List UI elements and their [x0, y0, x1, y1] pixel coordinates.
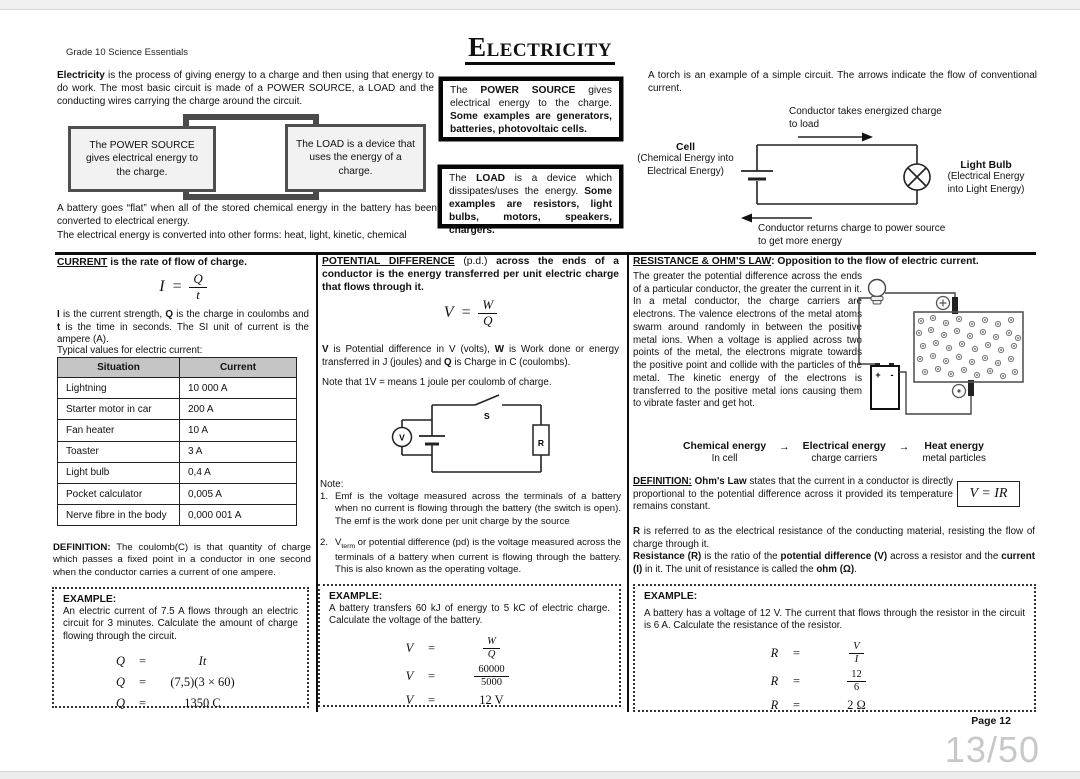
example-text: A battery transfers 60 kJ of energy to 5 kC of electric charge. Calculate the voltage of the battery. [329, 603, 610, 627]
negative-terminal-icon [953, 385, 966, 398]
page-number: Page 12 [971, 715, 1011, 727]
load-box-text: The LOAD is a device that uses the energy of a charge. [296, 139, 415, 177]
page-title: Electricity [465, 33, 615, 65]
conductor-bottom-label: Conductor returns charge to power source to get more energy [758, 223, 946, 247]
pd-note: Note that 1V = means 1 joule per coulomb of charge. [322, 377, 552, 388]
electrons-group [916, 315, 1020, 378]
example-working: R = $\frac{V}{I}$ R = $\frac{12}{6}$ R = 2 Ω [770, 640, 866, 712]
resistance-body: The greater the potential difference across the ends of a particular conductor, the greater the current in it. In a metal conductor, the charge carriers are electrons. The valence electrons of the metal atoms swarm around randomly in between the positive metal ions. When a voltage is applied across two points of the metal, the electrons migrate towards the positive point and collide with the particles of the metal. The kinetic energy of the electrons is transferred to the positive metal ions causing them to vibrate faster and get hot. [633, 271, 862, 410]
example-working: Q = It Q = (7,5)(3 × 60) Q = 1350 C [115, 654, 235, 711]
example-label: EXAMPLE: [644, 591, 698, 602]
energy-conversion-paragraph: The electrical energy is converted into other forms: heat, light, kinetic, chemical [57, 230, 407, 241]
table-row: Lightning 10 000 A [58, 378, 297, 399]
emf-note: 1. Emf is the voltage measured across the terminals of a battery when no current is flowing through the battery (the switch is open). The emf is the work done per unit charge by the source [320, 491, 621, 527]
pd-formula: V = $\frac{W}{Q}$ [322, 298, 619, 328]
metal-block [914, 312, 1023, 382]
arrow-right-icon: → [898, 441, 910, 453]
metal-conductor-illustration [845, 264, 1040, 422]
example-text: A battery has a voltage of 12 V. The current that flows through the resistor in the circuit is 6 A. Calculate the resistance of the resistor. [644, 608, 1025, 632]
svg-text:V: V [399, 432, 405, 443]
cell-label: Cell (Chemical Energy into Electrical Energy) [637, 142, 734, 177]
table-header-current: Current [180, 358, 297, 378]
light-bulb-label: Light Bulb (Electrical Energy into Light Energy) [947, 160, 1025, 195]
resistor-icon [533, 425, 549, 455]
svg-text:-: - [890, 370, 894, 380]
notes-label: Note: [320, 479, 344, 490]
light-bulb-icon [904, 164, 930, 190]
resistance-heading: RESISTANCE & OHM’S LAW: Opposition to the flow of electric current. [633, 256, 979, 267]
arrow-right-icon: → [779, 441, 790, 453]
example-text: An electric current of 7.5 A flows through an electric circuit for 3 minutes. Calculate the amount of charge flowing through the circuit. [63, 606, 298, 642]
load-box [285, 124, 426, 192]
ohms-law-formula-box: V = IR [957, 481, 1020, 507]
table-row: Nerve fibre in the body 0,000 001 A [58, 505, 297, 526]
battery-icon [871, 363, 899, 409]
current-paragraph-2: Typical values for electric current: [57, 345, 203, 356]
cell-icon [419, 436, 445, 444]
example-label: EXAMPLE: [329, 591, 383, 602]
table-row: Toaster 3 A [58, 441, 297, 462]
resistance-r-paragraph: R is referred to as the electrical resistance of the conducting material, resisting the flow of charge through it. [633, 526, 1035, 550]
conductor-top-label: Conductor takes energized charge to load [789, 106, 942, 130]
load-definition-box: The LOAD is a device which dissipates/uses the energy. Some examples are resistors, light bulbs, motors, speakers, chargers. [439, 166, 622, 227]
viewer-bottom-bar [0, 771, 1080, 779]
resistance-example-box [633, 584, 1036, 712]
example-label: EXAMPLE: [63, 594, 117, 605]
svg-text:S: S [484, 411, 490, 421]
horizontal-divider [55, 252, 1036, 255]
viewer-top-bar [0, 0, 1080, 10]
resistance-ratio-paragraph: Resistance (R) is the ratio of the potential difference (V) across a resistor and the current (I) in it. The unit of resistance is called the ohm (Ω). [633, 551, 1036, 575]
emf-circuit-diagram [322, 392, 620, 480]
current-formula: I = $\frac{Q}{t}$ [57, 272, 309, 302]
table-row: Fan heater 10 A [58, 420, 297, 441]
current-paragraph: I is the current strength, Q is the charge in coulombs and t is the time in seconds. The SI unit of current is the ampere (A). [57, 309, 309, 346]
table-row: Starter motor in car 200 A [58, 399, 297, 420]
table-header-situation: Situation [58, 358, 180, 378]
cell-icon [741, 171, 773, 179]
example-working: V = $\frac{W}{Q}$ V = $\frac{60000}{5000}$ V = 12 V [329, 636, 610, 708]
current-example-box [52, 587, 309, 711]
pd-heading: POTENTIAL DIFFERENCE (p.d.) across the ends of a conductor is the energy transferred per unit electric charge that flows through it. [322, 256, 620, 293]
course-label: Grade 10 Science Essentials [66, 47, 188, 58]
energy-flow-item: Heat energy metal particles [922, 441, 986, 464]
light-bulb-icon [869, 280, 886, 305]
vertical-divider-2 [627, 252, 629, 712]
power-source-box-text: The POWER SOURCE gives electrical energy to the charge. [85, 140, 199, 178]
pd-paragraph: V is Potential difference in V (volts), W is Work done or energy transferred in J (joules) and Q is Charge in C (coulombs). [322, 344, 620, 368]
energy-flow-item: Electrical energy charge carriers [802, 441, 886, 464]
coulomb-definition: DEFINITION: The coulomb(C) is that quantity of charge which passes a fixed point in a conductor in one second when the conductor carries a current of one ampere. [53, 542, 311, 578]
svg-text:R: R [537, 437, 545, 448]
power-source-definition-box: The POWER SOURCE gives electrical energy to the charge. Some examples are generators, batteries, photovoltaic cells. [440, 78, 622, 140]
table-row: Light bulb 0,4 A [58, 462, 297, 483]
current-heading: CURRENT is the rate of flow of charge. [57, 257, 247, 268]
current-values-table [57, 357, 297, 526]
page-title-wrap [0, 33, 1080, 65]
intro-paragraph: Electricity is the process of giving energy to a charge and then using that energy to do work. The most basic circuit is made of a POWER SOURCE, a LOAD and the conducting wires carrying the charge around the circuit. [57, 70, 434, 107]
power-source-box [68, 126, 216, 192]
energy-flow-row [633, 441, 1036, 464]
current-arrow-top [798, 133, 873, 142]
svg-text:+: + [875, 370, 881, 380]
switch-icon [475, 395, 499, 421]
energy-flow-item: Chemical energy In cell [682, 441, 767, 464]
voltmeter-icon [393, 420, 433, 455]
pd-example-box [318, 584, 621, 707]
vterm-note: 2. $V_{term}$ or potential difference (pd) is the voltage measured across the terminals of a battery when current is flowing through the battery. This is also known as the operating voltage. [320, 537, 621, 575]
battery-flat-paragraph: A battery goes “flat” when all of the stored chemical energy in the battery has been converted to electrical energy. [57, 203, 437, 227]
ohms-law-definition: DEFINITION: Ohm's Law states that the current in a conductor is directly proportional to the potential difference across it provided its temperature remains constant. [633, 476, 954, 513]
table-row: Pocket calculator 0,005 A [58, 483, 297, 504]
torch-paragraph: A torch is an example of a simple circuit. The arrows indicate the flow of conventional current. [648, 70, 1037, 94]
current-arrow-bottom [741, 214, 812, 223]
positive-terminal-icon [937, 297, 950, 310]
viewer-page-indicator: 13/50 [944, 729, 1040, 770]
table-header-row [58, 358, 297, 378]
